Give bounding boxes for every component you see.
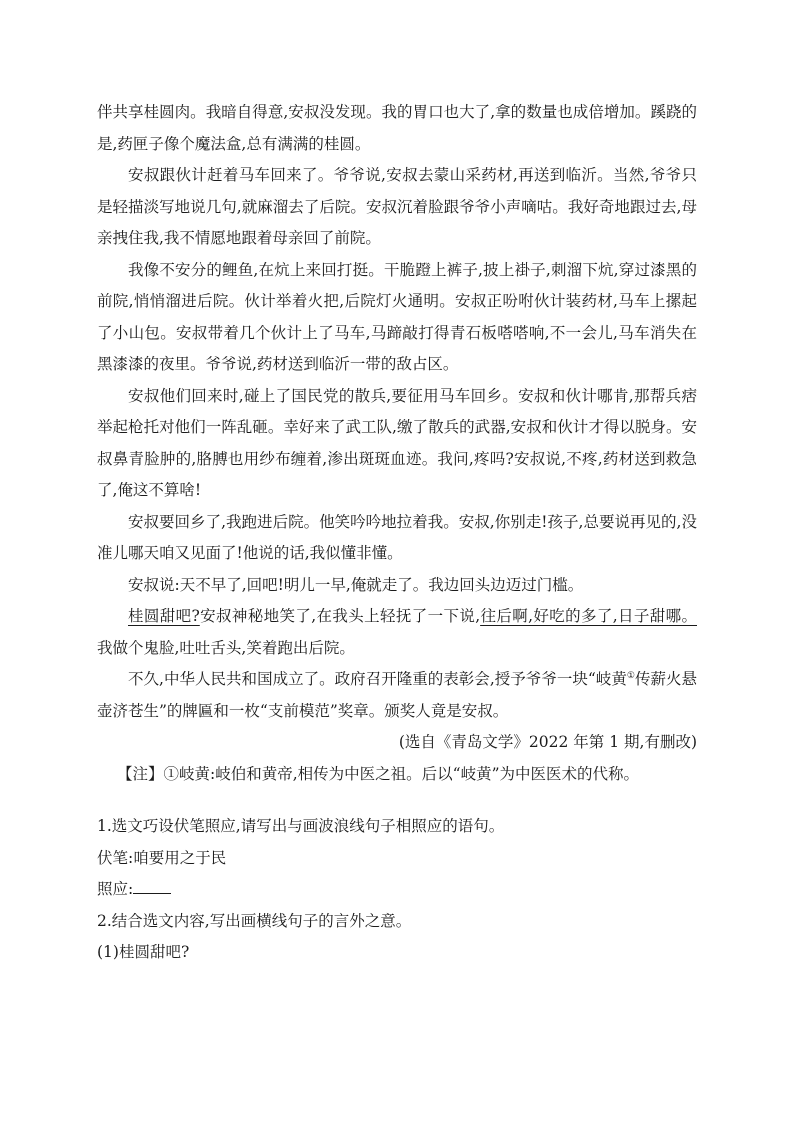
article-paragraph	[97, 160, 697, 255]
paragraph-text: 安叔他们回来时,碰上了国民党的散兵,要征用马车回乡。安叔和伙计哪肯,那帮兵痞举起枪托对他们一阵乱砸。幸好来了武工队,缴了散兵的武器,安叔和伙计才得以脱身。安叔鼻青脸肿的,胳膊也用纱布缠着,渗出斑斑血迹。我问,疼吗?安叔说,不疼,药材送到救急了,俺这不算啥!	[97, 386, 697, 499]
question-1-stem: 1.选文巧设伏笔照应,请写出与画波浪线句子相照应的语句。	[97, 817, 505, 835]
paragraph-text: 传薪火悬壶济苍生”的牌匾和一枚“支前模范”奖章。颁奖人竟是安叔。	[97, 670, 697, 720]
question-1-foreshadow: 伏笔:咱要用之于民	[97, 848, 227, 867]
paragraph-text: 我像不安分的鲤鱼,在炕上来回打挺。干脆蹬上裤子,披上褂子,刺溜下炕,穿过漆黑的前院,悄悄溜进后院。伙计举着火把,后院灯火通明。安叔正吩咐伙计装药材,马车上摞起了小山包。安叔带着几个伙计上了马车,马蹄敲打得青石板嗒嗒响,不一会儿,马车消失在黑漆漆的夜里。爷爷说,药材送到临沂一带的敌占区。	[97, 260, 697, 373]
underlined-sentence: 往后啊,好吃的多了,日子甜哪。	[480, 607, 697, 625]
footnote: 【注】①岐黄:岐伯和黄帝,相传为中医之祖。后以“岐黄”为中医医术的代称。	[117, 764, 639, 783]
article-paragraph	[97, 601, 697, 664]
document-page	[97, 97, 697, 969]
underlined-sentence: 桂圆甜吧?	[128, 607, 200, 625]
question-2-subitem-1: (1)桂圆甜吧?	[97, 943, 190, 961]
source-citation: (选自《青岛文学》2022 年第 1 期,有删改)	[398, 733, 697, 751]
paragraph-text: 安叔跟伙计赶着马车回来了。爷爷说,安叔去蒙山采药材,再送到临沂。当然,爷爷只是轻描淡写地说几句,就麻溜去了后院。安叔沉着脸跟爷爷小声嘀咕。我好奇地跟过去,母亲拽住我,我不情愿地跟着母亲回了前院。	[97, 166, 697, 247]
answer-blank[interactable]	[133, 877, 171, 894]
questions-section	[97, 811, 697, 969]
article-paragraph	[97, 97, 697, 160]
paragraph-text: 我做个鬼脸,吐吐舌头,笑着跑出后院。	[97, 638, 355, 657]
footnote-marker: ①	[626, 670, 635, 681]
paragraph-text: 伴共享桂圆肉。我暗自得意,安叔没发现。我的胃口也大了,拿的数量也成倍增加。蹊跷的是,药匣子像个魔法盒,总有满满的桂圆。	[97, 103, 697, 153]
question-2-stem: 2.结合选文内容,写出画横线句子的言外之意。	[97, 911, 412, 930]
paragraph-text: 安叔神秘地笑了,在我头上轻抚了一下说,	[199, 607, 481, 625]
paragraph-text: 不久,中华人民共和国成立了。政府召开隆重的表彰会,授予爷爷一块“岐黄	[128, 670, 627, 688]
article-paragraph	[97, 381, 697, 507]
article-body	[97, 97, 697, 727]
article-paragraph	[97, 255, 697, 381]
paragraph-text: 安叔说:天不早了,回吧!明儿一早,俺就走了。我边回头边迈过门槛。	[128, 575, 584, 594]
paragraph-text: 安叔要回乡了,我跑进后院。他笑吟吟地拉着我。安叔,你别走!孩子,总要说再见的,没准儿哪天咱又见面了!他说的话,我似懂非懂。	[97, 512, 697, 562]
article-paragraph	[97, 664, 697, 727]
article-paragraph	[97, 570, 697, 602]
question-1-answer-label: 照应:	[97, 880, 134, 898]
question-1-answer-line	[97, 874, 697, 906]
article-paragraph	[97, 507, 697, 570]
